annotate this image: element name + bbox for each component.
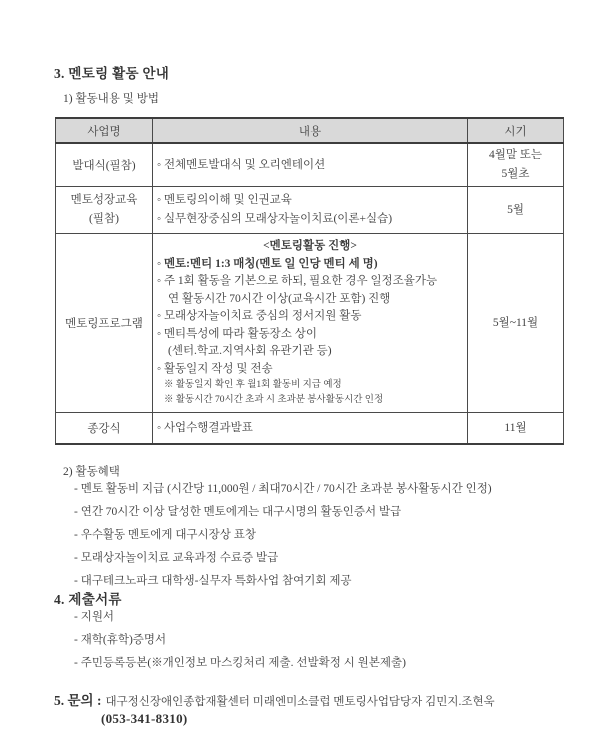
benefit-item-award: - 우수활동 멘토에게 대구시장상 표창 xyxy=(74,529,256,541)
row2-content-line2: ◦ 실무현장중심의 모래상자놀이치료(이론+실습) xyxy=(157,213,393,225)
row2-period: 5월 xyxy=(468,187,564,234)
table-row-closing xyxy=(56,413,564,445)
benefits-list xyxy=(74,478,492,593)
row1-period xyxy=(468,143,564,187)
table-header-business: 사업명 xyxy=(56,118,153,143)
program-line-journal: ◦ 활동일지 작성 및 전송 xyxy=(157,362,273,375)
program-line-matching: ◦ 멘토:멘티 1:3 매칭(멘토 일 인당 멘티 세 명) xyxy=(157,257,378,270)
row4-name: 종강식 xyxy=(56,413,153,445)
program-line-weekly-cont: 연 활동시간 70시간 이상(교육시간 포함) 진행 xyxy=(168,292,391,305)
program-note-payment: ※ 활동일지 확인 후 월1회 활동비 지급 예정 xyxy=(164,380,342,390)
row2-name-line2: (필참) xyxy=(89,213,119,225)
program-line-location-cont: (센터.학교.지역사회 유관기관 등) xyxy=(168,345,332,357)
row3-name: 멘토링프로그램 xyxy=(56,234,153,413)
row4-content: ◦ 사업수행결과발표 xyxy=(153,413,468,445)
table-row-program xyxy=(56,234,564,413)
row1-content: ◦ 전체멘토발대식 및 오리엔테이션 xyxy=(153,143,468,187)
benefit-item-course: - 모래상자놀이치료 교육과정 수료증 발급 xyxy=(74,552,279,564)
program-line-weekly: ◦ 주 1회 활동을 기본으로 하되, 필요한 경우 일정조율가능 xyxy=(157,275,438,287)
program-line-sandplay: ◦ 모래상자놀이치료 중심의 정서지원 활동 xyxy=(157,310,362,322)
row3-period: 5월~11월 xyxy=(468,234,564,413)
section-5-label: 5. 문의 : xyxy=(54,693,102,708)
row3-content xyxy=(153,234,468,413)
benefit-item-technopark: - 대구테크노파크 대학생-실무자 특화사업 참여기회 제공 xyxy=(74,575,352,587)
row1-name: 발대식(필참) xyxy=(56,143,153,187)
program-line-location: ◦ 멘티특성에 따라 활동장소 상이 xyxy=(157,327,317,340)
table-row-launch xyxy=(56,143,564,187)
section-3-title: 3. 멘토링 활동 안내 xyxy=(54,66,170,81)
row1-period-line1: 4월말 또는 xyxy=(488,149,543,161)
subsection-1-title: 1) 활동내용 및 방법 xyxy=(63,93,159,105)
row2-name xyxy=(56,187,153,234)
document-item-registration: - 주민등록등본(※개인정보 마스킹처리 제출. 선발확정 시 원본제출) xyxy=(74,657,406,669)
section-4-title: 4. 제출서류 xyxy=(54,592,122,607)
activity-table xyxy=(55,117,564,445)
contact-line xyxy=(54,689,495,710)
row1-period-line2: 5월초 xyxy=(501,168,530,180)
subsection-2-title: 2) 활동혜택 xyxy=(63,466,120,478)
table-row-education xyxy=(56,187,564,234)
row2-content xyxy=(153,187,468,234)
table-header-content: 내용 xyxy=(153,118,468,143)
table-header-row xyxy=(56,118,564,143)
program-note-overtime: ※ 활동시간 70시간 초과 시 초과분 봉사활동시간 인정 xyxy=(164,395,384,405)
row2-name-line1: 멘토성장교육 xyxy=(70,194,138,206)
document-item-enrollment: - 재학(휴학)증명서 xyxy=(74,634,167,646)
contact-text: 대구정신장애인종합재활센터 미래엔미소클럽 멘토링사업담당자 김민지.조현욱 xyxy=(105,696,495,708)
contact-phone: (053-341-8310) xyxy=(101,711,188,726)
table-header-period: 시기 xyxy=(468,118,564,143)
documents-list xyxy=(74,606,406,675)
benefit-item-payment: - 멘토 활동비 지급 (시간당 11,000원 / 최대70시간 / 70시간 초과분 봉사활동시간 인정) xyxy=(74,483,492,495)
row2-content-line1: ◦ 멘토링의이해 및 인권교육 xyxy=(157,194,292,206)
benefit-item-certificate: - 연간 70시간 이상 달성한 멘토에게는 대구시명의 활동인증서 발급 xyxy=(74,506,402,518)
document-item-application: - 지원서 xyxy=(74,611,115,623)
row4-period: 11월 xyxy=(468,413,564,445)
program-heading: <멘토링활동 진행> xyxy=(263,240,357,252)
